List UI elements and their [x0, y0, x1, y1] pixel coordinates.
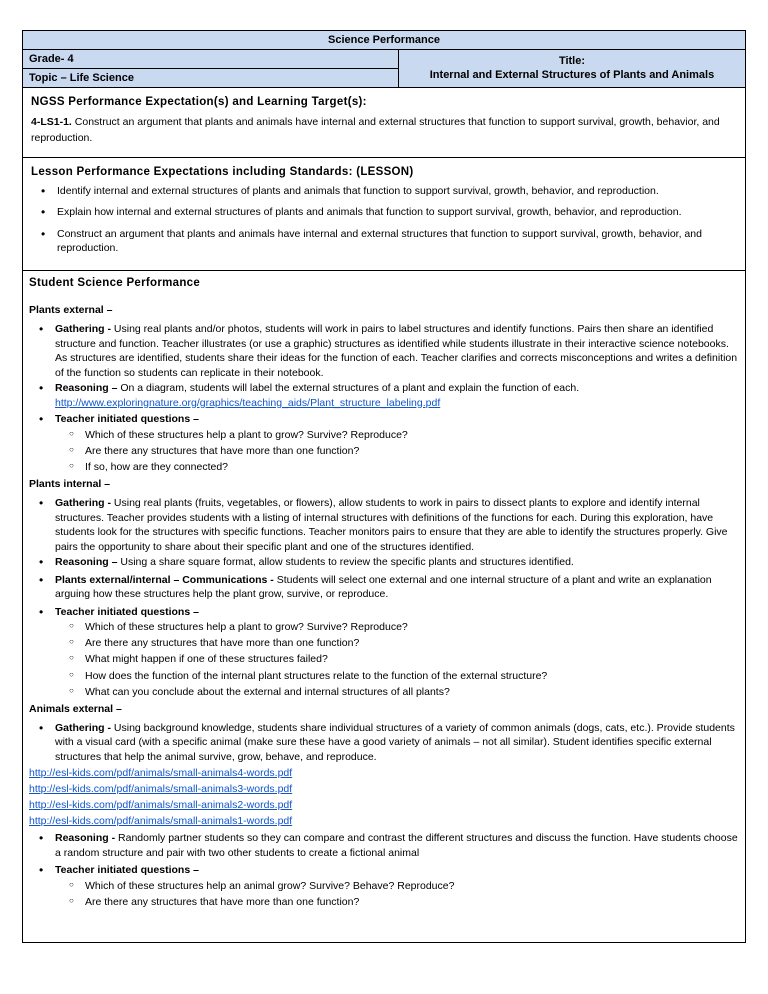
performance-heading: Student Science Performance	[29, 277, 201, 290]
animal-resource-links	[29, 766, 739, 829]
lesson-heading: Lesson Performance Expectations including Standards: (LESSON)	[31, 165, 414, 178]
bullet-label: Teacher initiated questions –	[55, 413, 199, 426]
list-item	[29, 721, 739, 764]
title-cell	[398, 50, 745, 88]
bullet-text: Using a share square format, allow students to review the specific plants and structures identified.	[120, 556, 574, 569]
title-text: Internal and External Structures of Plants and Animals	[429, 68, 715, 81]
resource-link[interactable]: http://esl-kids.com/pdf/animals/small-animals2-words.pdf	[29, 798, 293, 811]
bullet-text: Using real plants and/or photos, students will work in pairs to label structures and identify functions. Pairs then share an identified structure and function. Teacher illustrates (or use a graphic) structures as identified while students illustrate in their interactive science notebooks. As structures are identified, students share their ideas for the function of each. Teacher clarifies and corrects misconceptions and writes a definition of the function so students can replicate in their notebook.	[55, 323, 738, 379]
animals-external-list	[29, 721, 739, 764]
plants-external-list	[29, 322, 739, 475]
list-item	[29, 863, 739, 910]
topic-cell: Topic – Life Science	[23, 69, 399, 88]
bullet-label: Plants external/internal – Communications -	[55, 573, 277, 586]
list-item	[29, 555, 739, 569]
grade-title-row	[23, 50, 746, 69]
list-item: • Identify internal and external structures of plants and animals that function to support survival, growth, behavior, and reproduction.	[31, 184, 737, 198]
teacher-questions-list	[55, 879, 739, 910]
bullet-label: Gathering -	[55, 721, 114, 734]
science-performance-table	[22, 30, 746, 943]
ngss-heading: NGSS Performance Expectation(s) and Learning Target(s):	[31, 96, 367, 108]
ngss-text: Construct an argument that plants and animals have internal and external structures that function to support survival, growth, behavior, and reproduction.	[31, 116, 720, 145]
teacher-questions-list	[55, 428, 739, 476]
group-heading-animals-external: Animals external –	[29, 703, 122, 716]
plants-internal-list	[29, 496, 739, 700]
lesson-row	[23, 157, 746, 271]
list-item: • Construct an argument that plants and animals have internal and external structures that function to support survival, growth, behavior, and reproduction.	[31, 227, 737, 256]
ngss-section	[23, 88, 746, 158]
bullet-label: Gathering -	[55, 323, 114, 336]
list-item: ○ How does the function of the internal plant structures relate to the function of the external structure?	[55, 669, 739, 684]
teacher-questions-list	[55, 620, 739, 700]
list-item	[29, 322, 739, 380]
grade-cell: Grade- 4	[23, 50, 399, 69]
list-item	[29, 496, 739, 554]
bullet-text: Using background knowledge, students share individual structures of a variety of common animals (dogs, cats, etc.). Provide students with a visual card (with a specific animal (make sure these have a good variety of animals – not all similar). Student identifies specific external structures that help the animal survive, grow, behave, and reproduce.	[55, 721, 735, 763]
list-item: ○ If so, how are they connected?	[55, 460, 739, 475]
list-item	[29, 412, 739, 475]
bullet-label: Gathering -	[55, 497, 114, 510]
list-item: ○ What might happen if one of these structures failed?	[55, 652, 739, 667]
bullet-label: Teacher initiated questions –	[55, 605, 199, 618]
bullet-text: Randomly partner students so they can compare and contrast the different structures and discuss the function. Have students choose a random structure and pair with two other students to create a fictional animal	[55, 832, 738, 859]
banner-title: Science Performance	[23, 31, 746, 50]
list-item	[29, 831, 739, 860]
bullet-label: Reasoning -	[55, 832, 119, 845]
list-item: • Explain how internal and external structures of plants and animals that function to support survival, growth, behavior, and reproduction.	[31, 205, 737, 219]
list-item	[29, 381, 739, 411]
list-item	[29, 573, 739, 602]
animals-external-list-continued	[29, 831, 739, 910]
banner-row	[23, 31, 746, 50]
bullet-text: Using real plants (fruits, vegetables, or flowers), allow students to work in pairs to dissect plants to explore and identify internal structures. Teacher provides students with a listing of internal structures with definitions of the functions for each. During this exploration, have students look for the structures with specific functions. Teacher monitors pairs to ensure that they are able to identify the structures properly. Give pairs the opportunity to share about their specific plant and one of the structures identified.	[55, 497, 728, 553]
performance-row	[23, 271, 746, 943]
ngss-code: 4-LS1-1.	[31, 116, 72, 128]
group-heading-plants-internal: Plants internal –	[29, 478, 111, 491]
list-item: ○ Which of these structures help a plant to grow? Survive? Reproduce?	[55, 428, 739, 443]
ngss-statement	[31, 114, 737, 147]
resource-link[interactable]: http://esl-kids.com/pdf/animals/small-animals1-words.pdf	[29, 814, 293, 827]
resource-link[interactable]: http://esl-kids.com/pdf/animals/small-animals4-words.pdf	[29, 767, 293, 780]
resource-link[interactable]: http://esl-kids.com/pdf/animals/small-animals3-words.pdf	[29, 783, 293, 796]
bullet-text: Students will select one external and one internal structure of a plant and write an explanation arguing how these structures help the plant grow, survive, or reproduce.	[55, 573, 712, 601]
title-label: Title:	[558, 54, 586, 67]
lesson-section	[23, 157, 746, 271]
list-item	[29, 605, 739, 701]
list-item: ○ Are there any structures that have more than one function?	[55, 636, 739, 651]
list-item: ○ Which of these structures help a plant to grow? Survive? Reproduce?	[55, 620, 739, 635]
list-item: ○ Are there any structures that have more than one function?	[55, 444, 739, 459]
bullet-label: Teacher initiated questions –	[55, 864, 199, 877]
list-item: ○ Which of these structures help an animal grow? Survive? Behave? Reproduce?	[55, 879, 739, 894]
list-item: ○ Are there any structures that have more than one function?	[55, 895, 739, 910]
bullet-label: Reasoning –	[55, 382, 121, 395]
resource-link[interactable]: http://www.exploringnature.org/graphics/teaching_aids/Plant_structure_labeling.pdf	[55, 396, 441, 409]
list-item: ○ What can you conclude about the external and internal structures of all plants?	[55, 685, 739, 700]
lesson-list	[31, 184, 737, 256]
bullet-text: On a diagram, students will label the external structures of a plant and explain the function of each.	[120, 382, 580, 395]
ngss-row	[23, 88, 746, 158]
bullet-label: Reasoning –	[55, 556, 121, 569]
performance-section	[23, 271, 746, 943]
group-heading-plants-external: Plants external –	[29, 304, 113, 317]
